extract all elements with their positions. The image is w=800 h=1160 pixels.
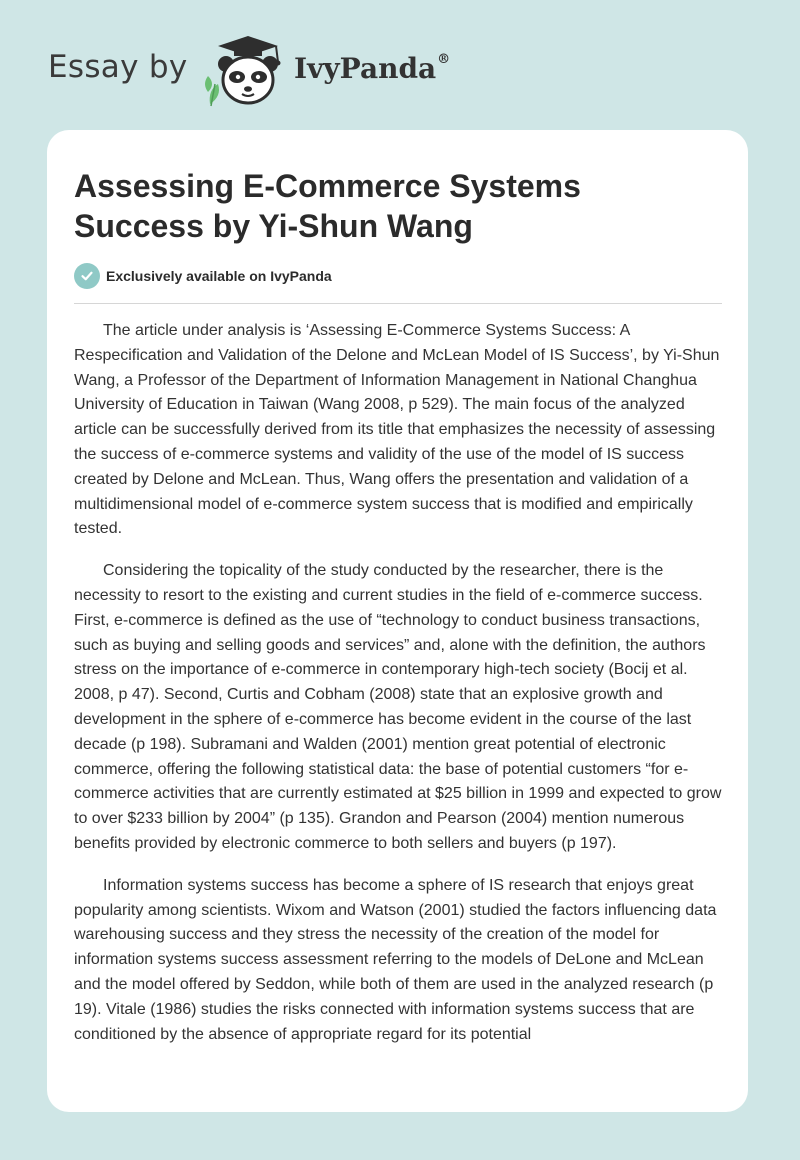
article-paragraph: The article under analysis is ‘Assessing E-Commerce Systems Success: A Respecification and Validation of the Delone and McLean Model of IS Success’, by Yi-Shun Wang, a Professor of the Department of Information Management in National Changhua University of Education in Taiwan (Wang 2008, p 529). The main focus of the analyzed article can be successfully derived from its title that emphasizes the necessity of assessing the success of e-commerce systems and validity of the use of the model of IS success created by Delone and McLean. Thus, Wang offers the presentation and validation of a multidimensional model of e-commerce system success that is modified and empirically tested. xyxy=(74,322,720,538)
essay-by-label: Essay by xyxy=(48,49,188,85)
registered-mark: ® xyxy=(437,52,451,67)
article-card xyxy=(47,130,748,1112)
brand-name-text: IvyPanda xyxy=(294,52,437,85)
article-body xyxy=(74,319,724,1064)
exclusive-badge-text: Exclusively available on IvyPanda xyxy=(106,268,332,284)
title-divider xyxy=(74,303,722,304)
brand-name[interactable] xyxy=(294,52,451,85)
exclusive-badge xyxy=(74,263,332,289)
panda-graduation-cap-icon[interactable] xyxy=(198,34,298,108)
article-paragraph: Information systems success has become a sphere of IS research that enjoys great popularity among scientists. Wixom and Watson (2001) studied the factors influencing data warehousing success and they stress the necessity of the creation of the model for information systems success assessment referring to the models of DeLone and McLean and the model offered by Seddon, while both of them are used in the analyzed research (p 19). Vitale (1986) studies the risks connected with information systems success that are conditioned by the absence of appropriate regard for its potential xyxy=(74,876,717,1043)
site-header xyxy=(0,0,800,130)
check-icon xyxy=(74,263,100,289)
article-paragraph: Considering the topicality of the study conducted by the researcher, there is the necessity to resort to the existing and current studies in the field of e-commerce success. First, e-commerce is defined as the use of “technology to conduct business transactions, such as buying and selling goods and services” and, alone with the definition, the authors stress on the importance of e-commerce in contemporary high-tech society (Bocij et al. 2008, p 47). Second, Curtis and Cobham (2008) state that an explosive growth and development in the sphere of e-commerce has become evident in the course of the last decade (p 198). Subramani and Walden (2001) mention great potential of electronic commerce, offering the following statistical data: the base of potential customers “for e-commerce activities that are currently estimated at $25 billion in 1999 and expected to grow to over $233 billion by 2004” (p 135). Grandon and Pearson (2004) mention numerous benefits provided by electronic commerce to both sellers and buyers (p 197). xyxy=(74,562,722,852)
article-title: Assessing E-Commerce Systems Success by Yi-Shun Wang xyxy=(74,168,581,244)
